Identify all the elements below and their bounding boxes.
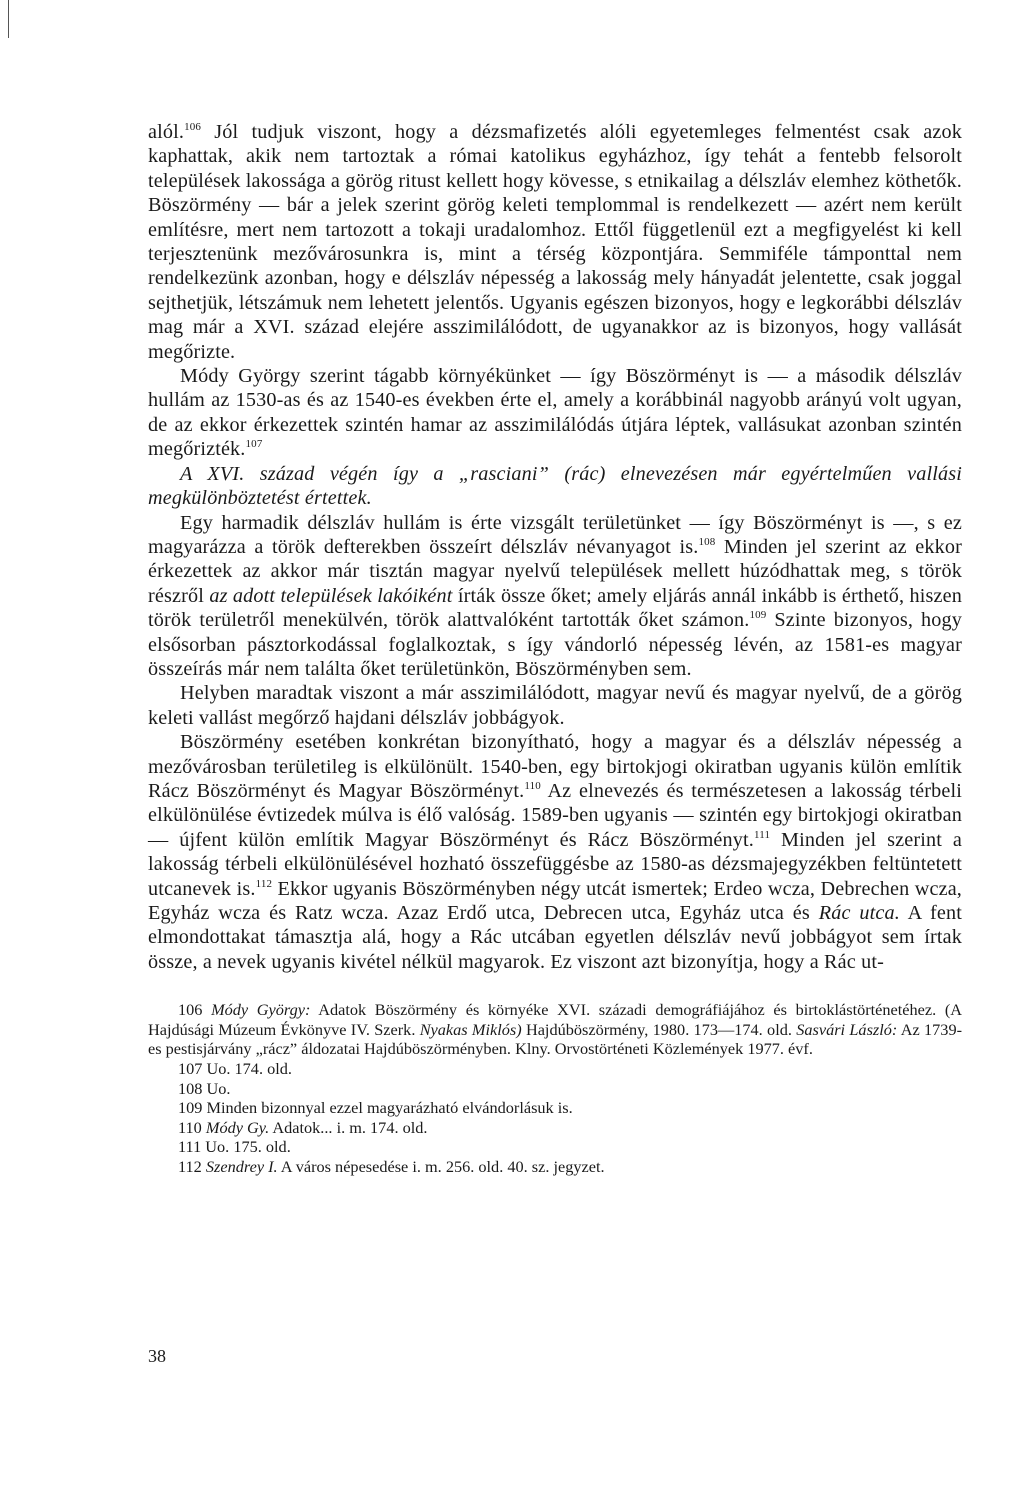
text-run: A fent elmondottakat támasztja alá, hogy a Rác utcában egyetlen délszláv nevű jobbágyot sem írtak össze, a nevek ugyanis kivétel nélkül magyarok. Ez viszont azt bizonyítja, hogy a Rác ut- xyxy=(148,902,962,973)
document-page xyxy=(148,120,962,1177)
text-run: Az 1739-es pestisjárvány „rácz” áldozatai Hajdúböszörményben. Klny. Orvostörténeti Közlemények 1977. évf. xyxy=(148,1019,963,1059)
text-run: 112 xyxy=(178,1156,206,1176)
italic-run: Rác utca. xyxy=(818,902,900,924)
paragraph xyxy=(148,511,962,682)
footnote-107 xyxy=(148,1059,962,1079)
italic-run: Módy György: xyxy=(211,1000,311,1020)
text-run: írták össze őket; amely eljárás annál inkább is érthető, hiszen török területről menekülvén, török alattvalóként tartották őket számon. xyxy=(148,584,963,632)
footnote-110 xyxy=(148,1118,962,1138)
text-run: Böszörmény esetében konkrétan bizonyítható, hogy a magyar és a délszláv népesség a mezővárosban területileg is elkülönült. 1540-ben, egy birtokjogi okiratban ugyanis külön említik Rácz Böszörményt és Magyar Böszörményt. xyxy=(148,731,962,802)
text-run: Ekkor ugyanis Böszörményben négy utcát ismertek; Erdeo wcza, Debrechen wcza, Egyház wcza és Ratz wcza. Azaz Erdő utca, Debrecen utca, Egyház utca és xyxy=(148,877,963,924)
italic-run: Nyakas Miklós) xyxy=(419,1019,522,1039)
text-run: A város népesedése i. m. 256. old. 40. sz. jegyzet. xyxy=(277,1156,605,1176)
paragraph xyxy=(148,364,962,462)
footnote-ref: 111 xyxy=(753,828,771,841)
footnotes xyxy=(148,1000,962,1176)
italic-run: Módy Gy. xyxy=(205,1117,270,1137)
text-run: Minden jel szerint az ekkor érkezettek az akkor már tisztán magyar nyelvű települések mellett húzódhattak meg, s török részről xyxy=(148,535,962,607)
italic-run: az adott települések lakóiként xyxy=(209,584,453,607)
text-run: 111 Uo. 175. old. xyxy=(178,1137,291,1157)
text-run: 110 xyxy=(178,1117,206,1137)
paragraph xyxy=(148,730,962,974)
footnote-106 xyxy=(148,1000,962,1059)
page-number: 38 xyxy=(148,1346,166,1366)
footnote-109 xyxy=(148,1098,962,1118)
text-run: Helyben maradtak viszont a már asszimilálódott, magyar nevű és magyar nyelvű, de a görög keleti vallást megőrző hajdani délszláv jobbágyok. xyxy=(148,682,962,729)
text-run: 108 Uo. xyxy=(178,1078,231,1098)
text-run: 107 Uo. 174. old. xyxy=(178,1059,292,1078)
text-run: Jól tudjuk viszont, hogy a dézsmafizetés alóli egyetemleges felmentést csak azok kaphattak, akik nem tartoztak a római katolikus egyházhoz, így tehát a fentebb felsorolt települések lakossága a görög ritust kellett hogy kövesse, s etnikailag a délszláv elemhez köthetők. Böszörmény — bár a jelek szerint görög keleti templommal is rendelkezett — azért nem került említésre, mert nem tartozott a tokaji uradalomhoz. Ettől függetlenül ezt a megfigyelést ki kell terjesztenünk mezővárosunkra is, mint a térség központjára. Semmiféle támponttal nem rendelkezünk azonban, hogy e délszláv népesség a lakosság mely hányadát jelentette, csak joggal sejthetjük, létszámuk nem lehetett jelentős. Ugyanis egészen bizonyos, hogy e legkorábbi délszláv mag már a XVI. század elejére asszimilálódott, de ugyanakkor az is bizonyos, hogy vallását megőrizte. xyxy=(148,121,962,363)
scan-edge-mark xyxy=(8,0,9,38)
text-run: Hajdúböszörmény, 1980. 173—174. old. xyxy=(521,1019,797,1039)
footnote-108 xyxy=(148,1079,962,1099)
italic-run: Szendrey I. xyxy=(205,1156,278,1176)
text-run: Adatok Böszörmény és környéke XVI. századi demográfiájához és birtoklástörténetéhez. (A Hajdúsági Múzeum Évkönyve IV. Szerk. xyxy=(148,1000,963,1039)
text-run: Az elnevezés és természetesen a lakosság térbeli elkülönülése évtizedek múlva is élő valóság. 1589-ben ugyanis — szintén egy birtokjogi okiratban — újfent külön említik Magyar Böszörményt és Rácz Böszörményt. xyxy=(148,779,962,851)
paragraph xyxy=(148,120,962,364)
paragraph xyxy=(148,462,962,511)
italic-run: Sasvári László: xyxy=(796,1019,898,1039)
text-run: Módy György szerint tágabb környékünket — így Böszörményt is — a második délszláv hullám az 1530-as és az 1540-es években érte el, amely a korábbinál nagyobb arányú volt ugyan, de az ekkor érkezettek szintén hamar az asszimilálódás útjára léptek, vallásukat azonban szintén megőrizték. xyxy=(148,365,962,461)
text-run: Adatok... i. m. 174. old. xyxy=(269,1117,428,1137)
footnote-112 xyxy=(148,1157,962,1177)
body-text xyxy=(148,120,962,974)
text-run: alól. xyxy=(148,121,185,143)
footnote-ref: 106 xyxy=(184,121,202,133)
text-run: Minden jel szerint a lakosság térbeli elkülönülésével hozható összefüggésbe az 1580-as dézsmajegyzékben feltüntetett utcanevek is. xyxy=(148,828,962,900)
paragraph xyxy=(148,681,962,730)
text-run: Egy harmadik délszláv hullám is érte vizsgált területünket — így Böszörményt is —, s ez magyarázza a török defterekben összeírt délszláv névanyagot is. xyxy=(148,511,962,558)
text-run: Szinte bizonyos, hogy elsősorban pásztorkodással foglalkoztak, s így vándorló népesség lévén, az 1581-es magyar összeírás már nem találta őket területünkön, Böszörményben sem. xyxy=(148,609,962,680)
footnote-ref: 110 xyxy=(524,779,541,792)
footnote-ref: 107 xyxy=(245,438,263,451)
text-run: 106 xyxy=(178,1000,212,1020)
italic-run: A XVI. század végén így a „rasciani” (rác) elnevezésen már egyértelműen vallási megkülönböztetést értettek. xyxy=(148,462,962,510)
footnote-ref: 108 xyxy=(698,535,716,548)
footnote-ref: 112 xyxy=(255,877,273,890)
text-run: 109 Minden bizonnyal ezzel magyarázható elvándorlásuk is. xyxy=(178,1098,573,1118)
footnote-ref: 109 xyxy=(749,609,767,622)
footnote-111 xyxy=(148,1137,962,1157)
